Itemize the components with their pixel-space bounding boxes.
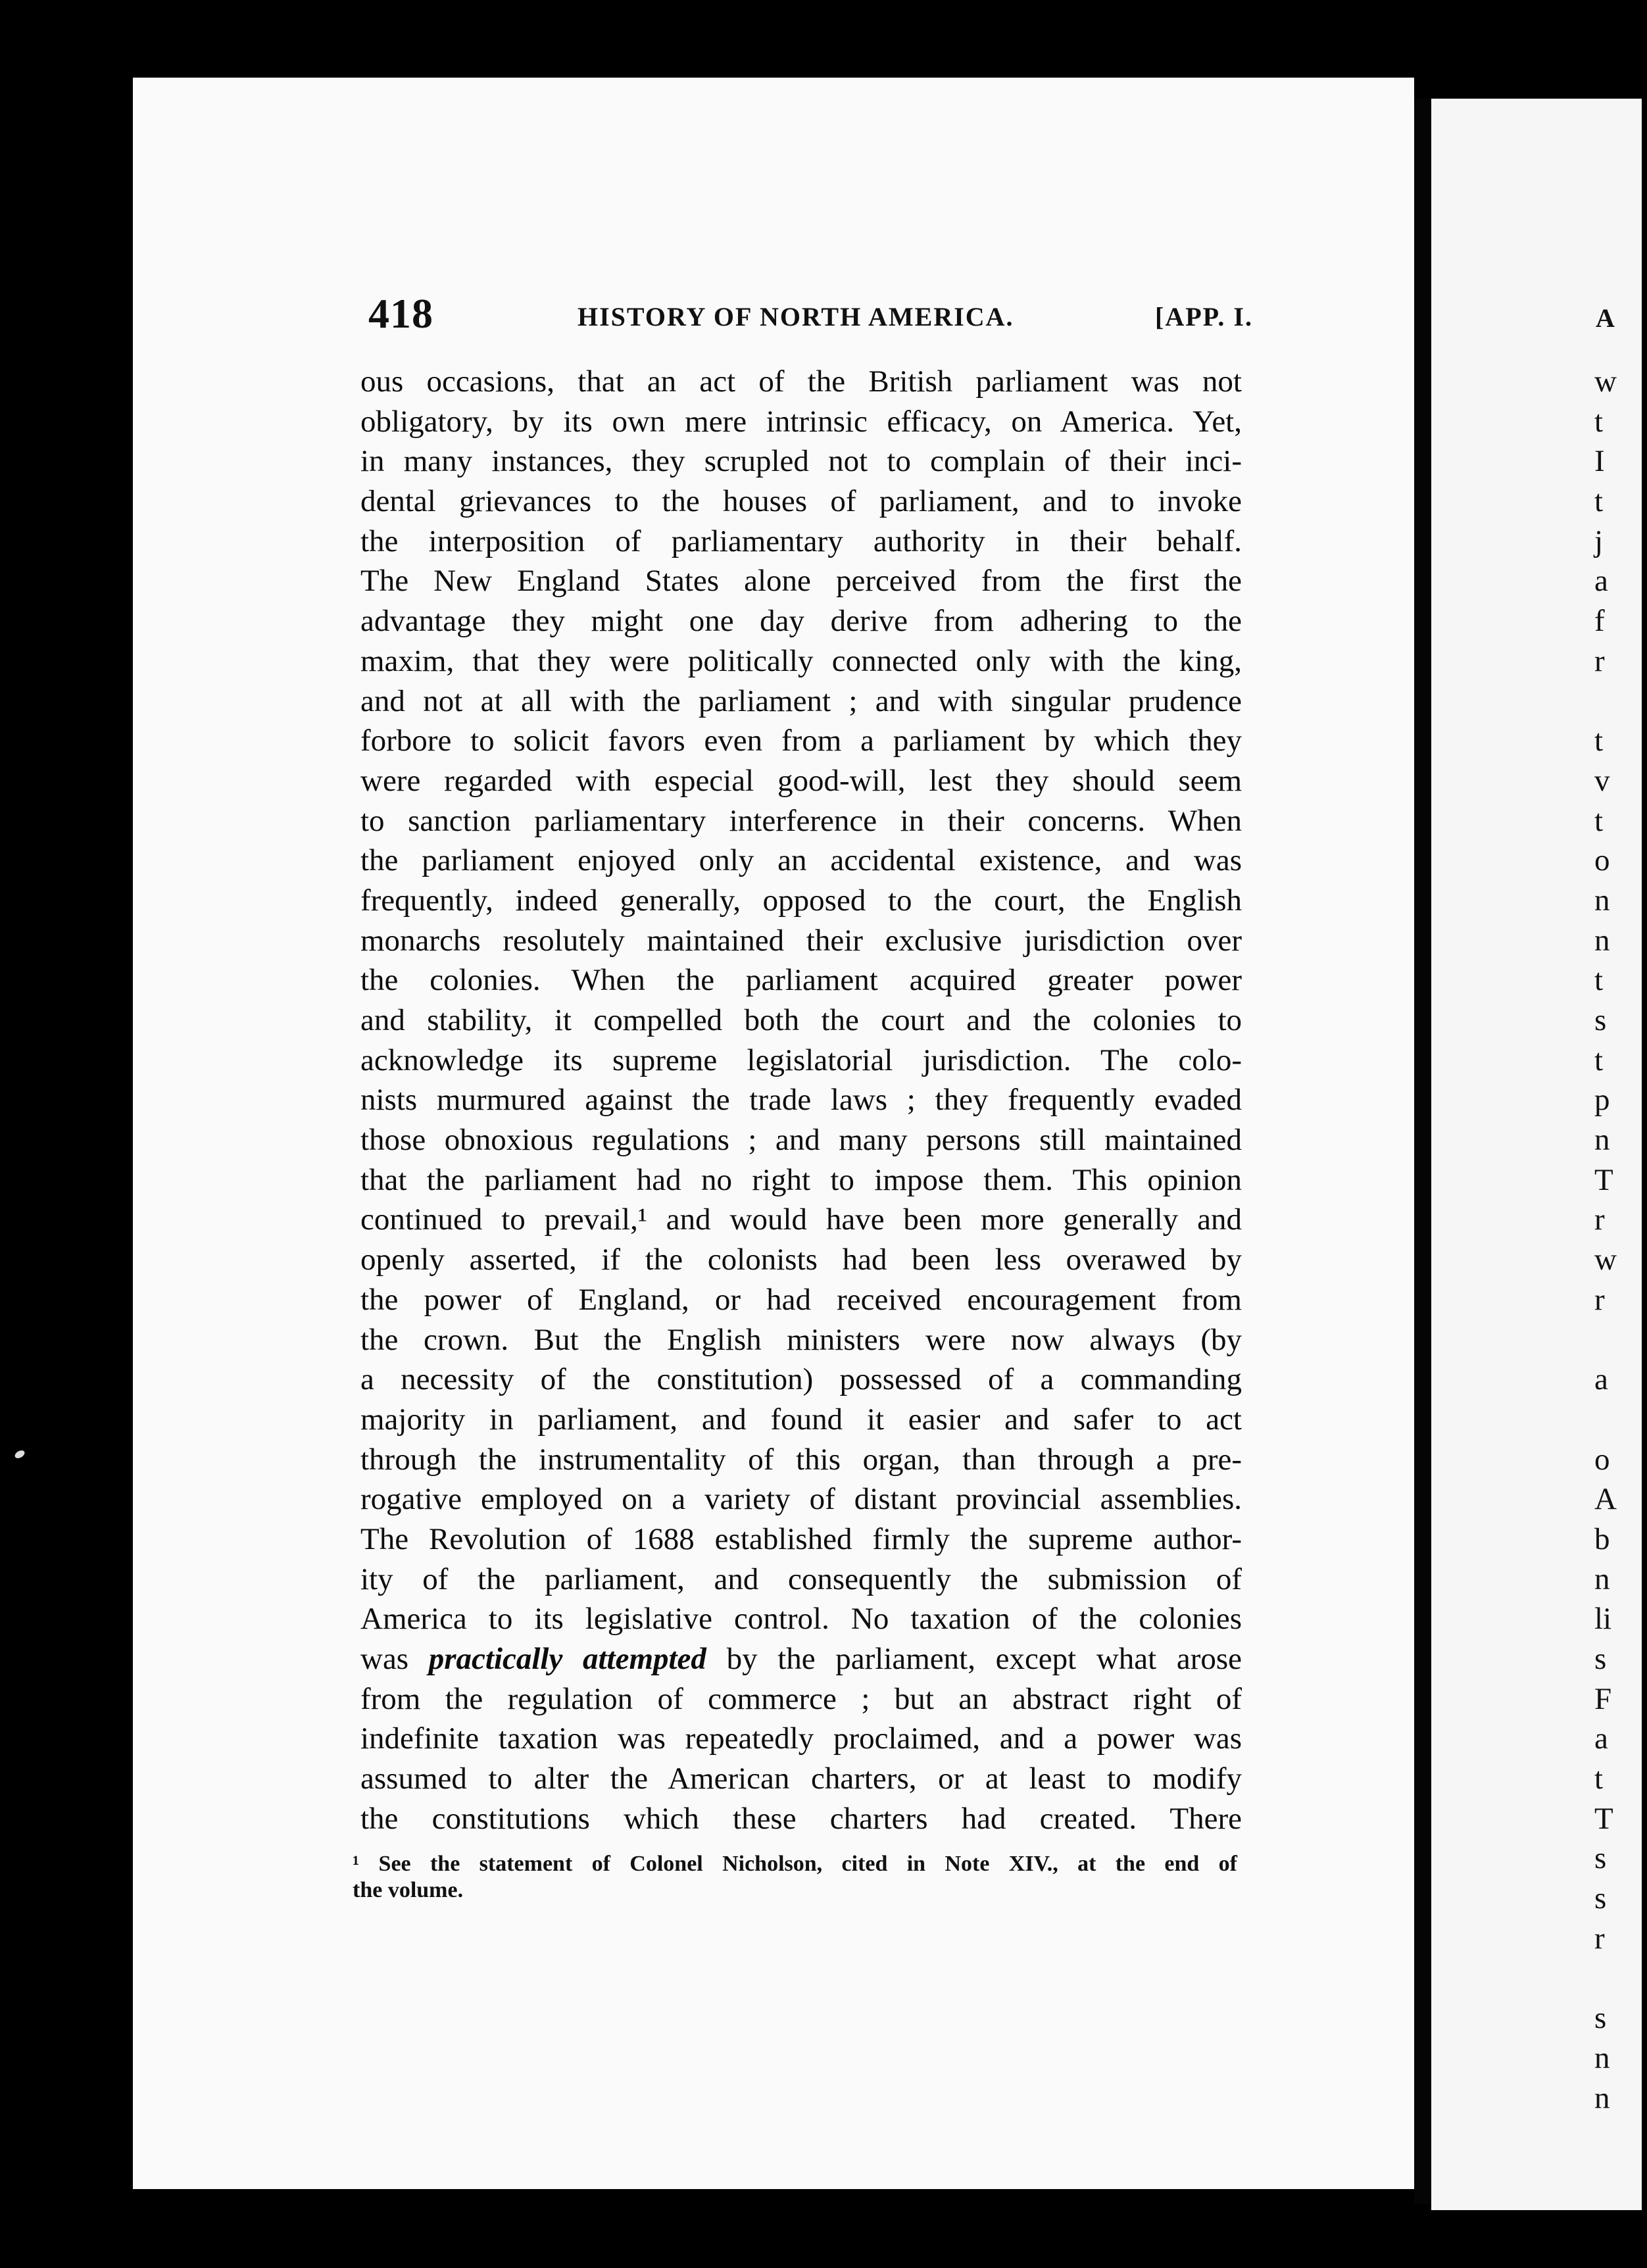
facing-page-fragment: n (1594, 883, 1610, 918)
text-line: were regarded with especial good-will, lest they should seem (360, 763, 1242, 798)
section-reference: [APP. I. (1155, 302, 1253, 332)
text-line: and stability, it compelled both the court and the colonies to (360, 1003, 1242, 1037)
text-line: continued to prevail,¹ and would have been more generally and (360, 1202, 1242, 1237)
facing-page-fragment: n (1594, 923, 1610, 958)
facing-page-fragment: s (1594, 1642, 1607, 1676)
facing-page-fragment (1594, 1959, 1647, 1999)
text-line: majority in parliament, and found it easier and safer to act (360, 1402, 1242, 1437)
facing-page-fragment (1594, 1320, 1647, 1360)
text-line: openly asserted, if the colonists had been less overawed by (360, 1243, 1242, 1277)
facing-page-fragment: v (1594, 763, 1610, 798)
text-line: in many instances, they scrupled not to complain of their inci- (360, 444, 1242, 479)
facing-page-fragment: o (1594, 1442, 1610, 1477)
page-number: 418 (368, 290, 433, 337)
text-line: dental grievances to the houses of parliament, and to invoke (360, 484, 1242, 519)
text-line: the parliament enjoyed only an accidental existence, and was (360, 843, 1242, 878)
facing-page-header: A (1596, 303, 1615, 333)
facing-page-fragment (1594, 681, 1647, 722)
facing-page-fragment: p (1594, 1083, 1610, 1118)
facing-page-fragment: T (1594, 1162, 1613, 1197)
running-title: HISTORY OF NORTH AMERICA. (578, 302, 1014, 332)
facing-page-fragment: A (1594, 1482, 1617, 1517)
facing-page-fragment: r (1594, 1921, 1605, 1956)
facing-page-fragment: T (1594, 1801, 1613, 1836)
facing-page-fragment: f (1594, 604, 1605, 639)
footnote (353, 1851, 1237, 1904)
facing-page-fragment: j (1594, 524, 1604, 558)
facing-page-fragment: t (1594, 1762, 1604, 1796)
dust-speck (14, 1449, 26, 1460)
text-line: a necessity of the constitution) possessed of a commanding (360, 1362, 1242, 1397)
facing-page-fragment: a (1594, 1721, 1608, 1756)
text-line: monarchs resolutely maintained their exclusive jurisdiction over (360, 923, 1242, 958)
text-line: through the instrumentality of this organ, than through a pre- (360, 1442, 1242, 1477)
text-line: acknowledge its supreme legislatorial jurisdiction. The colo- (360, 1043, 1242, 1077)
facing-page-fragment: w (1594, 1243, 1617, 1277)
facing-page (1431, 99, 1642, 2210)
text-line: the power of England, or had received encouragement from (360, 1282, 1242, 1317)
text-line: was practically attempted by the parliament, except what arose (360, 1642, 1242, 1676)
facing-page-fragment: w (1594, 364, 1617, 399)
text-line: indefinite taxation was repeatedly proclaimed, and a power was (360, 1721, 1242, 1756)
facing-page-fragment: F (1594, 1681, 1612, 1716)
text-line: the colonies. When the parliament acquired greater power (360, 963, 1242, 998)
facing-page-fragment: t (1594, 803, 1604, 838)
facing-page-fragment: n (1594, 1562, 1610, 1596)
facing-page-fragment: n (1594, 1123, 1610, 1158)
facing-page-fragment: li (1594, 1602, 1612, 1637)
text-line: maxim, that they were politically connected only with the king, (360, 643, 1242, 678)
facing-page-fragment: n (1594, 2081, 1610, 2115)
facing-page-fragment: a (1594, 1362, 1608, 1397)
facing-page-fragment: t (1594, 724, 1604, 758)
text-line: advantage they might one day derive from adhering to the (360, 604, 1242, 639)
text-line: nists murmured against the trade laws ; they frequently evaded (360, 1083, 1242, 1118)
facing-page-fragment: s (1594, 2001, 1607, 2036)
facing-page-fragment: a (1594, 564, 1608, 599)
facing-page-fragment: s (1594, 1841, 1607, 1876)
text-line: ity of the parliament, and consequently the submission of (360, 1562, 1242, 1596)
facing-page-fragment (1594, 1400, 1647, 1440)
text-line: the constitutions which these charters had created. There (360, 1801, 1242, 1836)
facing-page-fragment: t (1594, 963, 1604, 998)
text-line: obligatory, by its own mere intrinsic efficacy, on America. Yet, (360, 404, 1242, 439)
text-line: the interposition of parliamentary authority in their behalf. (360, 524, 1242, 558)
footnote-line: the volume. (353, 1878, 464, 1902)
text-line: those obnoxious regulations ; and many persons still maintained (360, 1123, 1242, 1158)
body-text (360, 362, 1242, 1838)
italic-emphasis: practically attempted (428, 1642, 706, 1676)
facing-page-fragment: s (1594, 1881, 1607, 1916)
footnote-line: ¹ See the statement of Colonel Nicholson, cited in Note XIV., at the end of (353, 1852, 1237, 1876)
facing-page-fragment: r (1594, 1282, 1605, 1317)
facing-page-fragment: s (1594, 1003, 1607, 1037)
text-line: and not at all with the parliament ; and with singular prudence (360, 683, 1242, 718)
text-line: ous occasions, that an act of the British parliament was not (360, 364, 1242, 399)
facing-page-fragment: t (1594, 1043, 1604, 1077)
facing-page-fragment: n (1594, 2040, 1610, 2075)
facing-page-fragment: o (1594, 843, 1610, 878)
book-gutter (1414, 99, 1431, 2204)
facing-page-fragment: b (1594, 1521, 1610, 1556)
running-header (368, 289, 1253, 342)
text-line: assumed to alter the American charters, or at least to modify (360, 1762, 1242, 1796)
text-line: the crown. But the English ministers were now always (by (360, 1322, 1242, 1357)
facing-page-fragment: r (1594, 643, 1605, 678)
text-line: forbore to solicit favors even from a parliament by which they (360, 724, 1242, 758)
facing-page-fragment: r (1594, 1202, 1605, 1237)
text-line: frequently, indeed generally, opposed to the court, the English (360, 883, 1242, 918)
text-line: America to its legislative control. No taxation of the colonies (360, 1602, 1242, 1637)
text-line: The New England States alone perceived from the first the (360, 564, 1242, 599)
facing-page-fragment: t (1594, 404, 1604, 439)
text-line: rogative employed on a variety of distant provincial assemblies. (360, 1482, 1242, 1517)
facing-page-fragment: t (1594, 484, 1604, 519)
facing-page-text (1594, 362, 1647, 2118)
text-line: The Revolution of 1688 established firmly the supreme author- (360, 1521, 1242, 1556)
facing-page-fragment: I (1594, 444, 1605, 479)
text-line: from the regulation of commerce ; but an abstract right of (360, 1681, 1242, 1716)
text-line: to sanction parliamentary interference in their concerns. When (360, 803, 1242, 838)
text-line: that the parliament had no right to impose them. This opinion (360, 1162, 1242, 1197)
